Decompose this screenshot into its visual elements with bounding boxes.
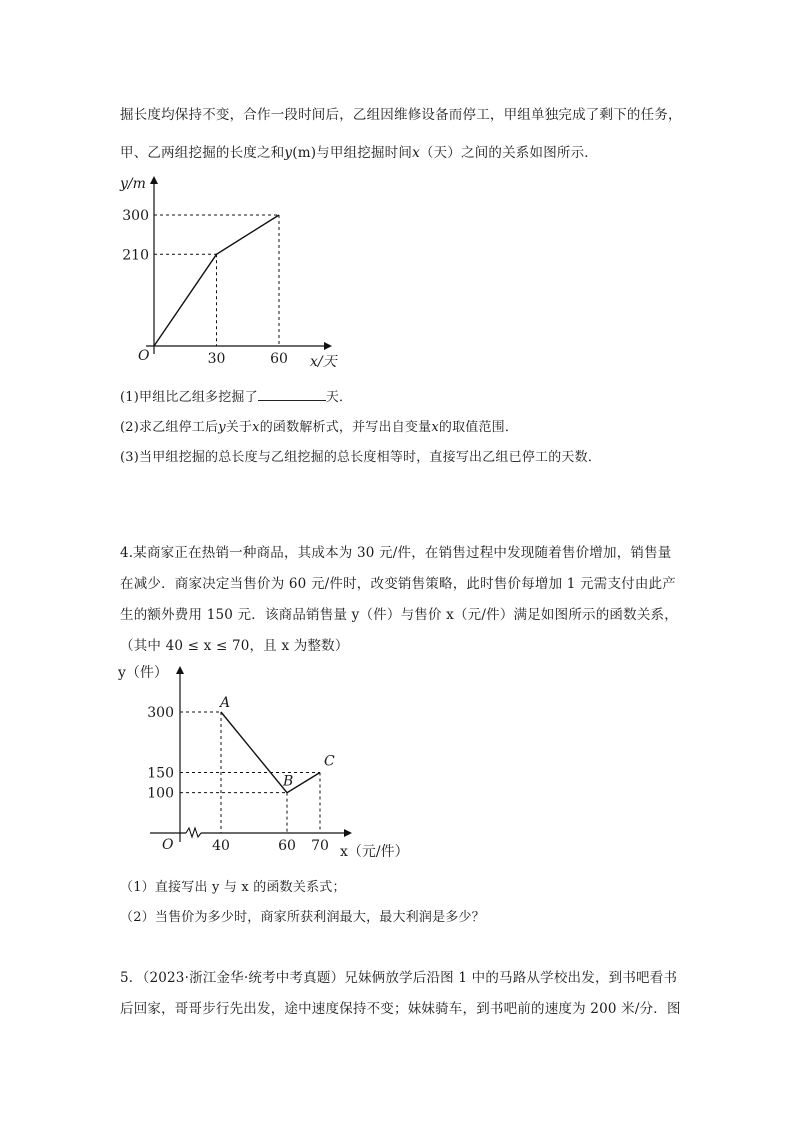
q4-sub-2: （2）当售价为多少时，商家所获利润最大，最大利润是多少？: [120, 910, 485, 925]
c1-x-label: x/天: [310, 354, 337, 370]
c2-y-label: y（件）: [118, 665, 168, 681]
q3-line-2c: （天）之间的关系如图所示．: [419, 145, 599, 161]
q4-line-4: （其中 40 ≤ x ≤ 70，且 x 为整数）: [120, 638, 349, 654]
q3-line-2: [120, 141, 598, 161]
q3-sub-3: (3)当甲组挖掘的总长度与乙组挖掘的总长度相等时，直接写出乙组已停工的天数．: [120, 450, 602, 465]
excavation-chart: [110, 170, 370, 375]
c2-point-label: C: [324, 753, 335, 770]
q4-sub-1: （1）直接写出 y 与 x 的函数关系式；: [120, 880, 346, 895]
c1-y-tick-label: 300: [122, 208, 149, 224]
c2-x-label: x（元/件）: [340, 844, 409, 860]
c2-y-tick-label: 300: [147, 705, 174, 721]
c2-y-arrow: [176, 666, 184, 674]
c2-x-tick-label: 40: [212, 838, 230, 854]
c2-y-tick-label: 150: [147, 765, 174, 782]
c1-y-label: y/m: [120, 176, 146, 192]
q3-var-y: y: [284, 145, 293, 161]
c2-axis-break: [186, 828, 201, 837]
c1-x-tick-label: 60: [270, 351, 288, 367]
q3-sub-2b: 关于: [225, 420, 253, 435]
c1-origin: O: [138, 348, 150, 364]
q4-line-2: 在减少．商家决定当售价为 60 元/件时，改变销售策略，此时售价每增加 1 元需支付由此产: [120, 576, 676, 592]
q3-sub-2-y: y: [218, 420, 226, 435]
c2-series-line: [221, 712, 320, 793]
q3-sub-2a: (2)求乙组停工后: [120, 420, 219, 435]
c2-point-label: B: [283, 773, 294, 790]
q5-line-2: 后回家，哥哥步行先出发，途中速度保持不变；妹妹骑车，到书吧前的速度为 200 米/分．图: [120, 1001, 681, 1017]
q3-sub-1: [120, 386, 352, 405]
q3-sub-2-x: x: [252, 420, 260, 435]
q3-sub-2-x2: x: [431, 420, 439, 435]
c2-x-tick-label: 60: [278, 838, 296, 854]
q3-sub-2: [120, 416, 518, 435]
answer-blank[interactable]: [258, 388, 326, 401]
c2-x-arrow: [344, 829, 352, 837]
c2-point-label: A: [220, 695, 231, 711]
q3-sub-1b: 天．: [325, 390, 353, 405]
c1-x-tick-label: 30: [207, 351, 226, 367]
c1-y-tick-label: 210: [122, 247, 149, 264]
q4-line-1: 4.某商家正在热销一种商品，其成本为 30 元/件，在销售过程中发现随着售价增加，销售量: [120, 545, 672, 561]
q3-line-2b: (m)与甲组挖掘时间: [292, 145, 413, 161]
c2-x-tick-label: 70: [311, 838, 329, 854]
c1-x-arrow: [324, 342, 332, 350]
q4-line-3: 生的额外费用 150 元．该商品销售量 y（件）与售价 x（元/件）满足如图所示的函数关系，: [120, 607, 678, 623]
q5-line-1: 5．（2023·浙江金华·统考中考真题）兄妹俩放学后沿图 1 中的马路从学校出发，到书吧看书: [120, 970, 678, 986]
q3-var-x: x: [412, 145, 420, 161]
q3-sub-1a: (1)甲组比乙组多挖掘了: [120, 390, 258, 405]
c1-y-arrow: [150, 176, 158, 184]
q3-line-1: 掘长度均保持不变，合作一段时间后，乙组因维修设备而停工，甲组单独完成了剩下的任务，: [120, 107, 682, 123]
c2-origin: O: [162, 837, 174, 853]
q3-line-2a: 甲、乙两组挖掘的长度之和: [120, 145, 285, 161]
q3-sub-2d: 的取值范围．: [438, 420, 519, 435]
q3-sub-2c: 的函数解析式，并写出自变量: [259, 420, 432, 435]
sales-chart: [110, 658, 430, 863]
c2-y-tick-label: 100: [147, 785, 174, 802]
